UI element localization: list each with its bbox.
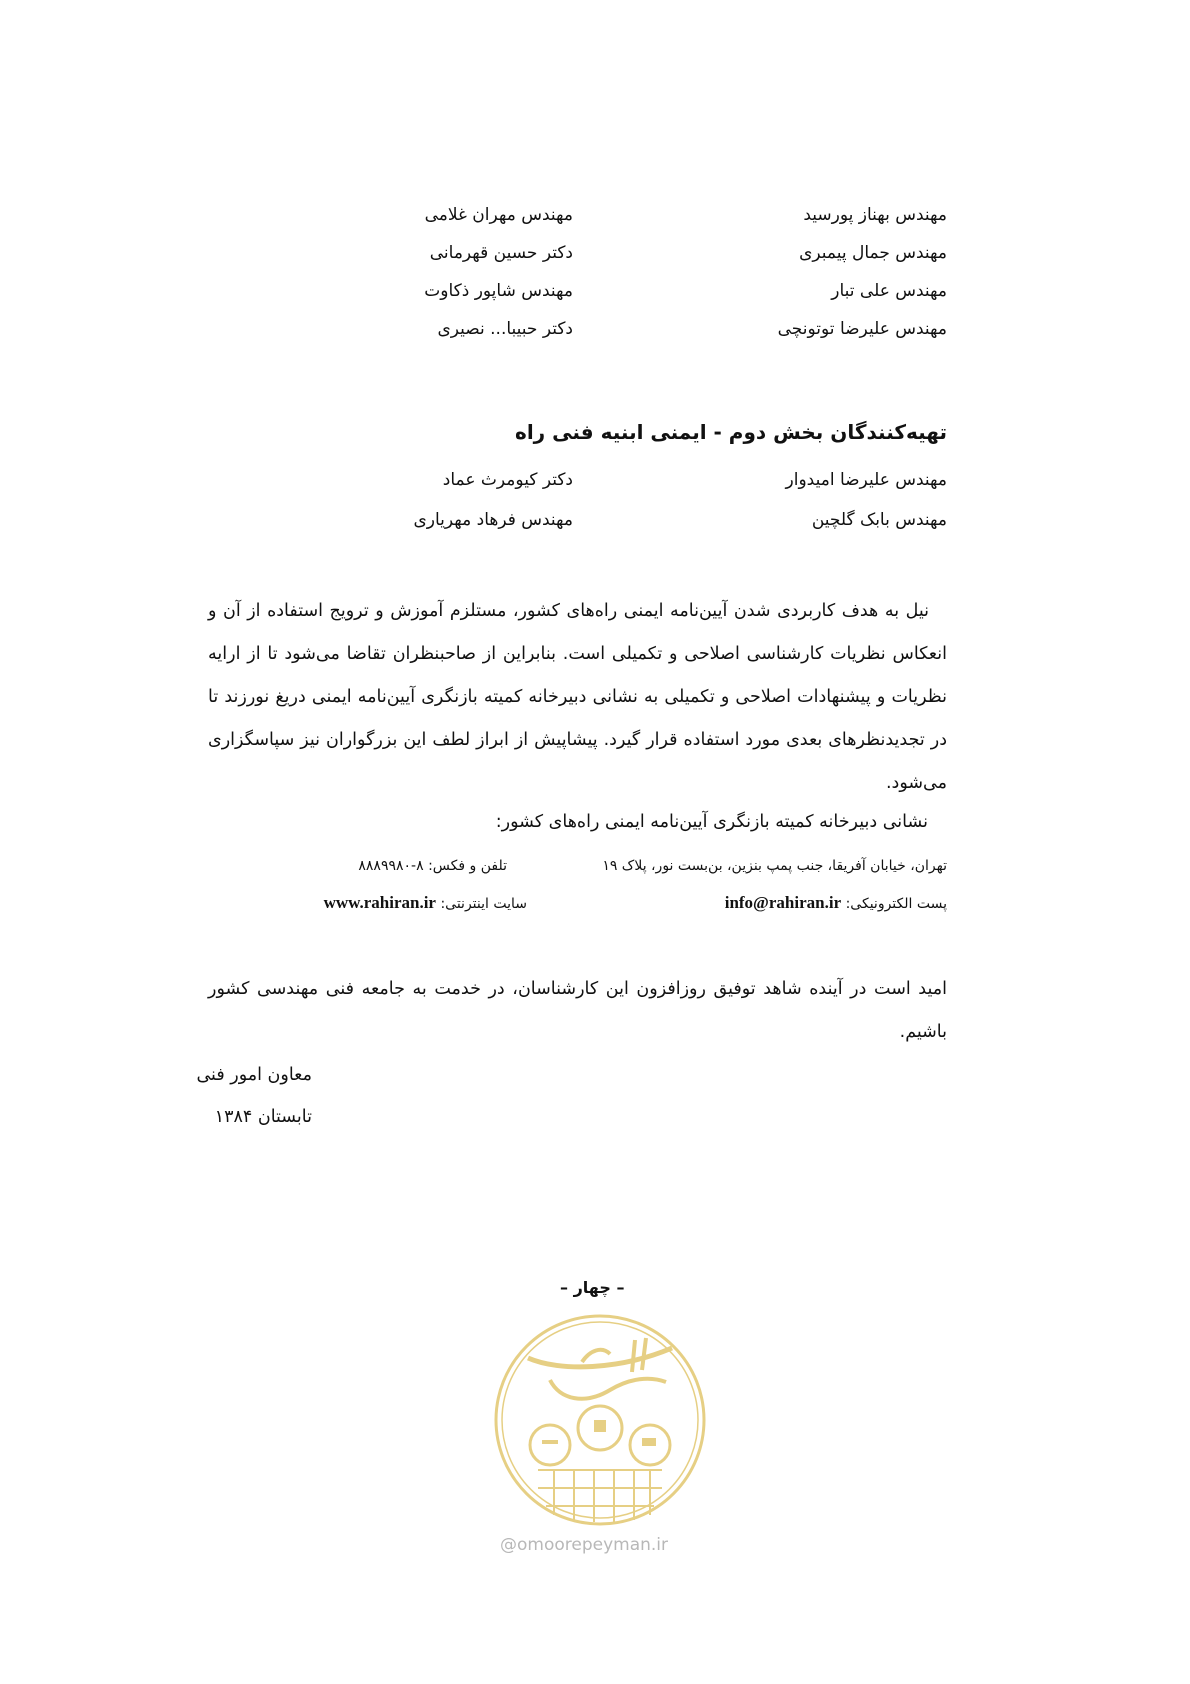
contributor-name: دکتر حسین قهرمانی [429, 243, 573, 263]
email-label: پست الکترونیکی: [845, 896, 947, 912]
page-number: – چهار – [560, 1278, 625, 1297]
website-link[interactable]: www.rahiran.ir [323, 893, 436, 912]
contributor-name: مهندس بابک گلچین [811, 510, 947, 530]
closing-paragraph [208, 968, 947, 1054]
phone-fax: تلفن و فکس: ۸-۸۸۸۹۹۸۰ [358, 858, 507, 874]
closing-text: امید است در آینده شاهد توفیق روزافزون این کارشناسان، در خدمت به جامعه فنی مهندسی کشور باشیم. [208, 979, 947, 1042]
address-title: نشانی دبیرخانه کمیته بازنگری آیین‌نامه ایمنی راه‌های کشور: [495, 812, 928, 832]
signatory-title: معاون امور فنی [196, 1065, 312, 1085]
watermark-url: @omoorepeyman.ir [500, 1535, 669, 1555]
contributor-name: مهندس علی تبار [831, 281, 947, 301]
section-heading: تهیه‌کنندگان بخش دوم - ایمنی ابنیه فنی راه [515, 420, 947, 444]
street-address: تهران، خیابان آفریقا، جنب پمپ بنزین، بن‌بست نور، پلاک ۱۹ [602, 858, 947, 874]
signature-date: تابستان ۱۳۸۴ [214, 1107, 312, 1127]
contributor-name: مهندس علیرضا توتونچی [777, 319, 947, 339]
website-line [324, 893, 527, 913]
email-line [725, 893, 947, 913]
email-link[interactable]: info@rahiran.ir [724, 893, 842, 912]
contributor-name: مهندس علیرضا امیدوار [785, 470, 947, 490]
contributor-name: مهندس جمال پیمبری [799, 243, 947, 263]
contributor-name: مهندس فرهاد مهریاری [413, 510, 573, 530]
contributor-name: مهندس بهناز پورسید [803, 205, 947, 225]
body-paragraph-text: نیل به هدف کاربردی شدن آیین‌نامه ایمنی راه‌های کشور، مستلزم آموزش و ترویج استفاده از آن و انعکاس نظریات کارشناسی اصلاحی و تکمیلی است. بنابراین از صاحبنظران تقاضا می‌شود تا از ارایه نظریات و پیشنهادات اصلاحی و تکمیلی به نشانی دبیرخانه کمیته بازنگری آیین‌نامه ایمنی دریغ نورزند تا در تجدیدنظرهای بعدی مورد استفاده قرار گیرد. پیشاپیش از ابراز لطف این بزرگواران نیز سپاسگزاری می‌شود. [208, 601, 947, 793]
contributor-name: دکتر کیومرث عماد [442, 470, 573, 490]
contributor-name: مهندس شاپور ذکاوت [424, 281, 573, 301]
contributor-name: مهندس مهران غلامی [424, 205, 573, 225]
website-label: سایت اینترنتی: [440, 896, 527, 912]
watermark-logo-icon [490, 1310, 710, 1530]
contributor-name: دکتر حبیبا... نصیری [437, 319, 573, 339]
body-paragraph [208, 590, 947, 805]
